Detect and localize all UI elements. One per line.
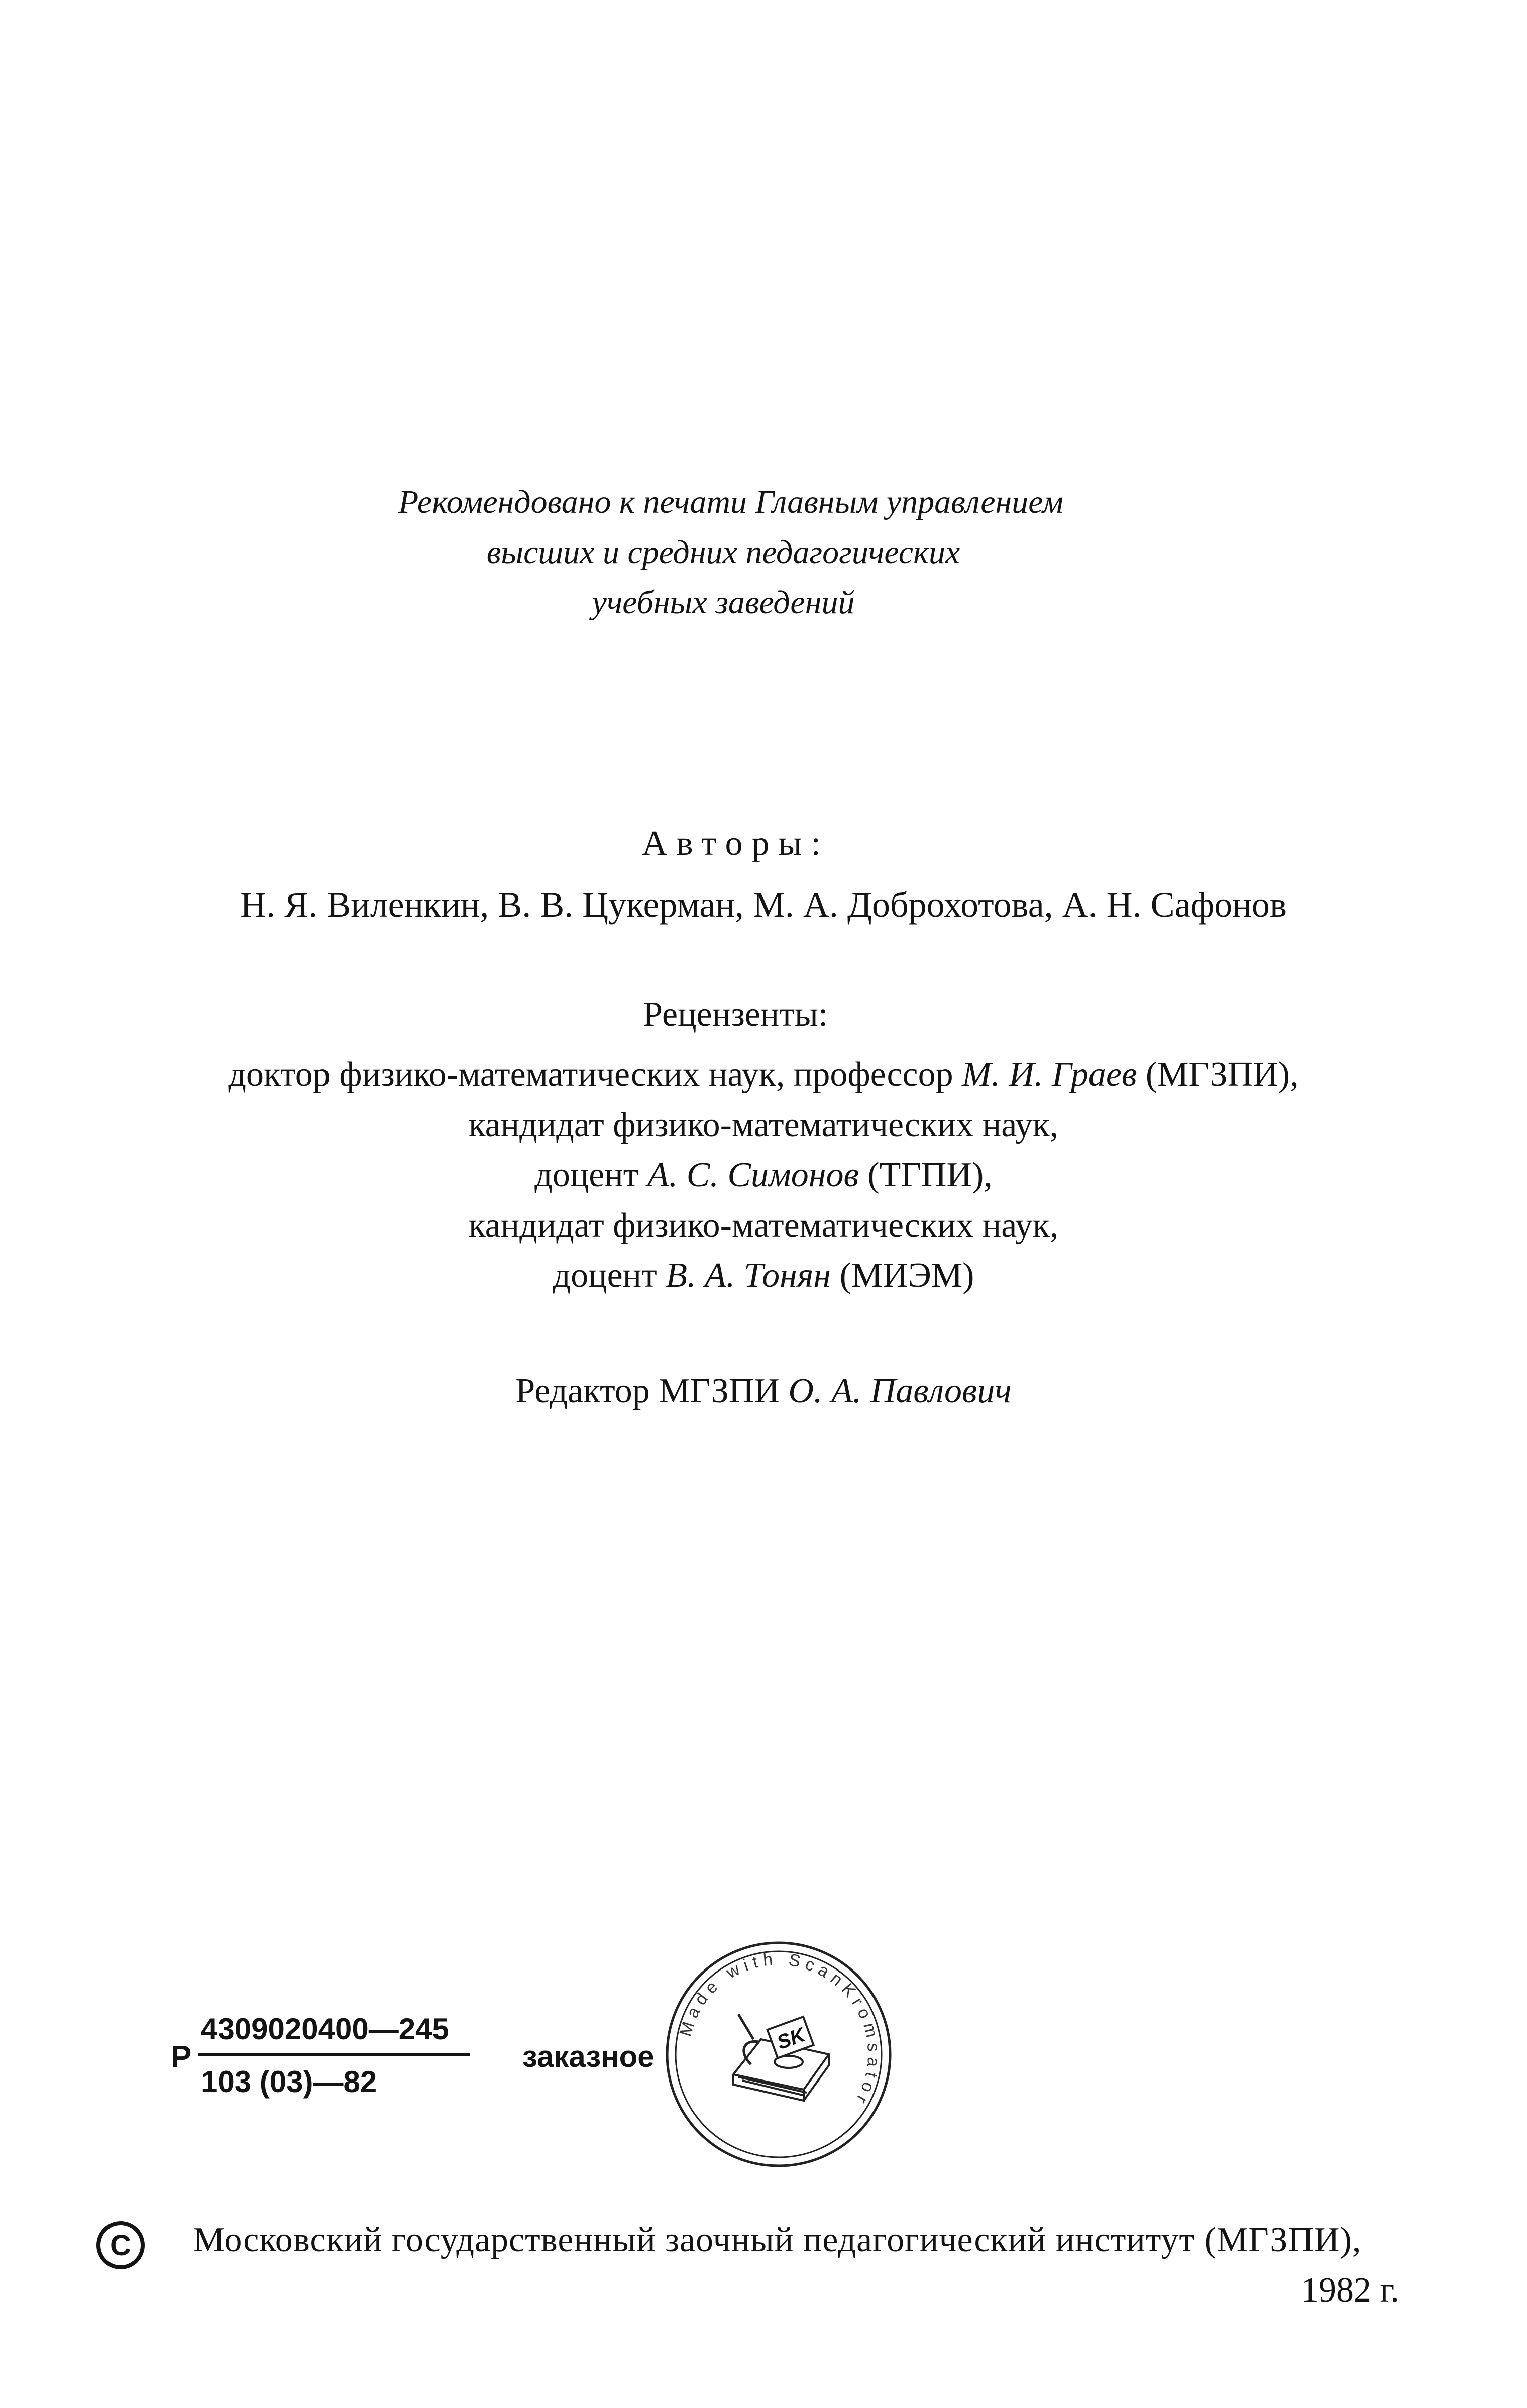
reviewer-line	[0, 1050, 1527, 1100]
reviewer-line	[0, 1251, 1527, 1301]
editor-title: Редактор МГЗПИ	[515, 1372, 789, 1410]
recommendation-block	[0, 477, 1527, 628]
stamp-ring-text: Made with ScanKromsator	[676, 1949, 884, 2111]
editor-name: О. А. Павлович	[788, 1372, 1012, 1410]
reviewer-name: М. И. Граев	[962, 1055, 1137, 1094]
authors-names: Н. Я. Виленкин, В. В. Цукерман, М. А. Доброхотова, А. Н. Сафонов	[240, 885, 1287, 925]
recommendation-line: учебных заведений	[592, 584, 855, 621]
scankromsator-stamp-icon	[663, 1939, 894, 2170]
reviewers-heading: Рецензенты:	[643, 995, 828, 1034]
reviewer-name: В. А. Тонян	[666, 1256, 831, 1295]
reviewer-title: доцент	[534, 1156, 647, 1194]
reviewer-institution: (МИЭМ)	[831, 1256, 974, 1295]
reviewer-line: кандидат физико-математических наук,	[468, 1106, 1059, 1144]
copyright-icon	[95, 2220, 146, 2270]
order-note: заказное	[522, 2040, 655, 2073]
reviewer-name: А. С. Симонов	[647, 1156, 859, 1194]
recommendation-line: Рекомендовано к печати Главным управлением	[398, 484, 1063, 520]
recommendation-line: высших и средних педагогических	[486, 534, 960, 571]
authors-heading: Авторы:	[642, 824, 830, 863]
reviewer-title: доктор физико-математических наук, профессор	[228, 1055, 962, 1094]
reviewer-line	[0, 1150, 1527, 1200]
fraction-bar	[198, 2053, 470, 2056]
reviewer-title: доцент	[553, 1256, 666, 1295]
stamp-logo-text: SK	[774, 2023, 808, 2054]
reviewers-list	[0, 1050, 1527, 1301]
editor-line	[0, 1371, 1527, 1411]
svg-text:C: C	[110, 2229, 131, 2262]
copyright-year: 1982 г.	[1301, 2271, 1399, 2310]
reviewer-line: кандидат физико-математических наук,	[468, 1206, 1059, 1245]
reviewer-institution: (МГЗПИ),	[1137, 1055, 1299, 1094]
reviewer-institution: (ТГПИ),	[858, 1156, 993, 1194]
publication-denominator: 103 (03)—82	[201, 2065, 377, 2099]
publication-letter: Р	[171, 2040, 192, 2074]
publication-numerator: 4309020400—245	[201, 2012, 449, 2046]
copyright-holder: Московский государственный заочный педагогический институт (МГЗПИ),	[193, 2221, 1362, 2259]
